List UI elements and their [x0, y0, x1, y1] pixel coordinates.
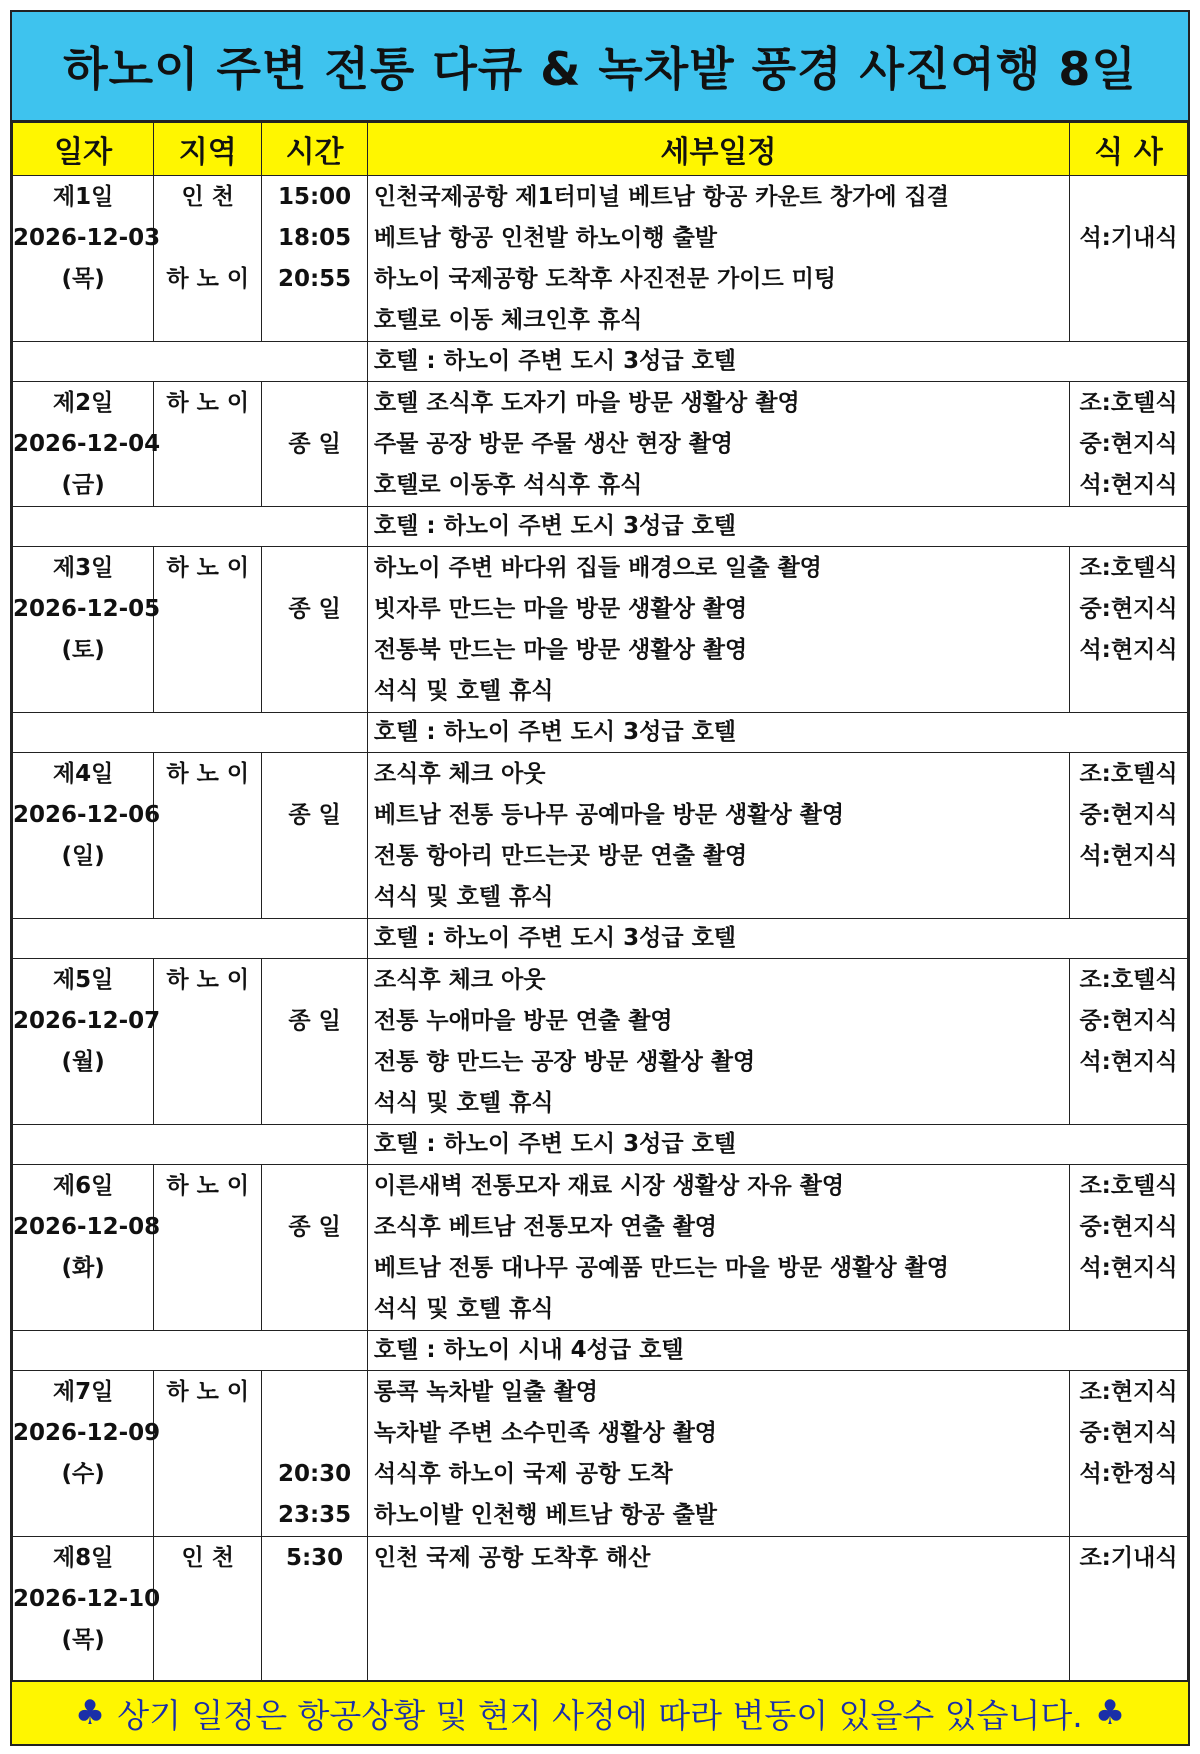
time-label	[262, 877, 367, 918]
meal-cell	[1070, 382, 1188, 507]
region-label	[154, 465, 261, 506]
region-cell	[154, 547, 262, 713]
meal-label	[1070, 671, 1187, 712]
day-cell	[13, 753, 161, 919]
detail-line: 석식후 하노이 국제 공항 도착	[373, 1461, 673, 1487]
meal-label	[1070, 1289, 1187, 1330]
detail-line: 빗자루 만드는 마을 방문 생활상 촬영	[373, 596, 748, 622]
time-label: 20:30	[277, 1461, 352, 1487]
region-label	[154, 424, 261, 465]
detail-line	[374, 1620, 1069, 1661]
meal-label: 중:현지식	[1079, 1420, 1178, 1446]
hotel-info: 호텔 : 하노이 주변 도시 3성급 호텔	[367, 713, 1187, 753]
day-day: 제3일	[52, 555, 114, 581]
detail-line: 하노이발 인천행 베트남 항공 출발	[373, 1502, 718, 1528]
detail-line: 하노이 국제공항 도착후 사진전문 가이드 미팅	[373, 266, 837, 292]
region-label	[154, 589, 261, 630]
hotel-info: 호텔 : 하노이 주변 도시 3성급 호텔	[367, 342, 1187, 382]
day-cell	[13, 382, 161, 507]
region-label	[154, 1207, 261, 1248]
detail-line: 전통북 만드는 마을 방문 생활상 촬영	[373, 637, 748, 663]
time-label: 종 일	[288, 1008, 341, 1034]
hotel-row	[13, 1331, 1188, 1371]
header-day: 일자	[13, 123, 154, 176]
day-weekday: (금)	[61, 472, 105, 498]
itinerary-body	[13, 176, 1188, 1703]
region-label	[154, 1495, 261, 1536]
detail-line: 인천 국제 공항 도착후 해산	[373, 1545, 651, 1571]
region-label: 인 천	[181, 184, 234, 210]
time-cell	[262, 547, 368, 713]
day-date: 2026-12-08	[13, 1214, 161, 1240]
meal-cell	[1070, 753, 1188, 919]
detail-line: 호텔 조식후 도자기 마을 방문 생활상 촬영	[373, 390, 800, 416]
detail-cell	[367, 176, 1069, 342]
meal-label: 중:현지식	[1079, 596, 1178, 622]
time-label: 종 일	[288, 596, 341, 622]
day-row	[13, 382, 1188, 507]
time-cell	[262, 382, 368, 507]
hotel-row	[13, 507, 1188, 547]
day-day: 제2일	[52, 390, 114, 416]
region-cell	[154, 959, 262, 1125]
region-label	[154, 218, 261, 259]
region-label: 하 노 이	[166, 1379, 250, 1405]
region-label: 인 천	[181, 1545, 234, 1571]
meal-label: 조:호텔식	[1079, 1173, 1178, 1199]
hotel-row	[13, 713, 1188, 753]
region-label: 하 노 이	[166, 1173, 250, 1199]
hotel-spacer	[13, 507, 368, 547]
time-label: 종 일	[288, 802, 341, 828]
day-cell	[13, 176, 161, 342]
time-label	[262, 383, 367, 424]
day-date: 2026-12-03	[13, 225, 161, 251]
time-label	[262, 300, 367, 341]
region-cell	[154, 1165, 262, 1331]
meal-label: 조:기내식	[1079, 1545, 1178, 1571]
meal-label	[1070, 177, 1187, 218]
detail-line: 석식 및 호텔 휴식	[373, 1090, 554, 1116]
region-label	[154, 1579, 261, 1620]
hotel-spacer	[13, 919, 368, 959]
page-title: 하노이 주변 전통 다큐 & 녹차밭 풍경 사진여행 8일	[12, 12, 1188, 122]
day-weekday: (목)	[61, 1627, 105, 1653]
hotel-info: 호텔 : 하노이 주변 도시 3성급 호텔	[367, 919, 1187, 959]
detail-line: 호텔로 이동 체크인후 휴식	[373, 307, 643, 333]
time-label	[262, 1372, 367, 1413]
detail-line: 조식후 체크 아웃	[373, 761, 546, 787]
itinerary-sheet	[10, 10, 1190, 1746]
hotel-spacer	[13, 342, 368, 382]
region-cell	[154, 382, 262, 507]
day-day: 제7일	[52, 1379, 114, 1405]
region-label	[154, 671, 261, 712]
region-label: 하 노 이	[166, 761, 250, 787]
detail-line: 조식후 체크 아웃	[373, 967, 546, 993]
detail-line: 베트남 전통 등나무 공예마을 방문 생활상 촬영	[373, 802, 845, 828]
hotel-info: 호텔 : 하노이 주변 도시 3성급 호텔	[367, 1125, 1187, 1165]
day-row	[13, 1165, 1188, 1331]
region-label	[154, 836, 261, 877]
detail-line: 베트남 항공 인천발 하노이행 출발	[373, 225, 718, 251]
detail-line: 석식 및 호텔 휴식	[373, 678, 554, 704]
day-row	[13, 547, 1188, 713]
region-label	[154, 1620, 261, 1661]
region-label	[154, 1001, 261, 1042]
meal-label: 석:한정식	[1079, 1461, 1178, 1487]
meal-cell	[1070, 547, 1188, 713]
itinerary-table	[12, 122, 1188, 1703]
day-weekday: (화)	[61, 1255, 105, 1281]
hotel-spacer	[13, 1331, 368, 1371]
hotel-spacer	[13, 713, 368, 753]
day-row	[13, 959, 1188, 1125]
time-label: 20:55	[277, 266, 352, 292]
time-label	[262, 1083, 367, 1124]
region-label: 하 노 이	[166, 555, 250, 581]
time-cell	[262, 1537, 368, 1703]
hotel-spacer	[13, 1125, 368, 1165]
meal-label	[1070, 1579, 1187, 1620]
day-weekday: (수)	[61, 1461, 105, 1487]
detail-line: 전통 향 만드는 공장 방문 생활상 촬영	[373, 1049, 756, 1075]
day-weekday: (토)	[61, 637, 105, 663]
club-icon: ♣	[74, 1693, 106, 1733]
day-weekday: (목)	[61, 266, 105, 292]
day-date: 2026-12-09	[13, 1420, 161, 1446]
detail-line: 인천국제공항 제1터미널 베트남 항공 카운트 창가에 집결	[373, 184, 949, 210]
region-label	[154, 795, 261, 836]
region-label	[154, 877, 261, 918]
region-label: 하 노 이	[166, 967, 250, 993]
region-cell	[154, 753, 262, 919]
detail-cell	[367, 382, 1069, 507]
meal-cell	[1070, 959, 1188, 1125]
meal-label	[1070, 1620, 1187, 1661]
hotel-info: 호텔 : 하노이 시내 4성급 호텔	[367, 1331, 1187, 1371]
detail-line: 베트남 전통 대나무 공예품 만드는 마을 방문 생활상 촬영	[373, 1255, 949, 1281]
time-label: 18:05	[277, 225, 352, 251]
time-cell	[262, 1165, 368, 1331]
day-day: 제1일	[52, 184, 114, 210]
meal-label: 석:현지식	[1079, 843, 1178, 869]
table-header-row	[13, 123, 1188, 176]
meal-label: 석:현지식	[1079, 472, 1178, 498]
detail-line: 녹차밭 주변 소수민족 생활상 촬영	[373, 1420, 718, 1446]
day-day: 제5일	[52, 967, 114, 993]
meal-label: 중:현지식	[1079, 1008, 1178, 1034]
day-weekday: (월)	[61, 1049, 105, 1075]
hotel-row	[13, 919, 1188, 959]
time-label: 23:35	[277, 1502, 352, 1528]
time-label	[262, 1413, 367, 1454]
region-cell	[154, 1371, 262, 1537]
day-row	[13, 176, 1188, 342]
header-detail: 세부일정	[367, 123, 1069, 176]
region-label	[154, 1248, 261, 1289]
time-label: 5:30	[285, 1545, 344, 1571]
detail-line: 조식후 베트남 전통모자 연출 촬영	[373, 1214, 718, 1240]
time-label	[262, 671, 367, 712]
day-row	[13, 1537, 1188, 1703]
detail-cell	[367, 1165, 1069, 1331]
time-label	[262, 754, 367, 795]
detail-line	[374, 1579, 1069, 1620]
day-date: 2026-12-07	[13, 1008, 161, 1034]
day-day: 제8일	[52, 1545, 114, 1571]
meal-label: 중:현지식	[1079, 1214, 1178, 1240]
time-label	[262, 1289, 367, 1330]
meal-cell	[1070, 176, 1188, 342]
day-cell	[13, 1371, 161, 1537]
time-label	[262, 960, 367, 1001]
region-cell	[154, 1537, 262, 1703]
time-label: 15:00	[277, 184, 352, 210]
detail-line: 이른새벽 전통모자 재료 시장 생활상 자유 촬영	[373, 1173, 845, 1199]
time-label	[262, 1620, 367, 1661]
time-cell	[262, 753, 368, 919]
meal-label	[1070, 1083, 1187, 1124]
day-row	[13, 753, 1188, 919]
detail-line: 하노이 주변 바다위 집들 배경으로 일출 촬영	[373, 555, 822, 581]
region-label	[154, 1454, 261, 1495]
day-date: 2026-12-06	[13, 802, 161, 828]
time-label	[262, 836, 367, 877]
time-cell	[262, 176, 368, 342]
region-label	[154, 1083, 261, 1124]
detail-line: 롱콕 녹차밭 일출 촬영	[373, 1379, 598, 1405]
day-date: 2026-12-04	[13, 431, 161, 457]
region-cell	[154, 176, 262, 342]
meal-label: 석:기내식	[1079, 225, 1178, 251]
header-meal: 식 사	[1070, 123, 1188, 176]
day-row	[13, 1371, 1188, 1537]
detail-cell	[367, 959, 1069, 1125]
time-label: 종 일	[288, 1214, 341, 1240]
detail-line: 석식 및 호텔 휴식	[373, 884, 554, 910]
day-day: 제6일	[52, 1173, 114, 1199]
region-label	[154, 1413, 261, 1454]
header-time: 시간	[262, 123, 368, 176]
meal-cell	[1070, 1371, 1188, 1537]
meal-label	[1070, 300, 1187, 341]
time-label: 종 일	[288, 431, 341, 457]
meal-cell	[1070, 1165, 1188, 1331]
region-label: 하 노 이	[166, 390, 250, 416]
meal-label	[1070, 259, 1187, 300]
meal-label: 중:현지식	[1079, 802, 1178, 828]
day-date: 2026-12-05	[13, 596, 161, 622]
region-label	[154, 300, 261, 341]
detail-cell	[367, 1371, 1069, 1537]
detail-line: 전통 항아리 만드는곳 방문 연출 촬영	[373, 843, 748, 869]
club-icon: ♣	[1094, 1693, 1126, 1733]
meal-label	[1070, 1495, 1187, 1536]
hotel-row	[13, 1125, 1188, 1165]
notice-banner	[12, 1680, 1188, 1744]
region-label	[154, 630, 261, 671]
detail-line: 석식 및 호텔 휴식	[373, 1296, 554, 1322]
meal-label: 조:현지식	[1079, 1379, 1178, 1405]
time-label	[262, 1166, 367, 1207]
time-cell	[262, 959, 368, 1125]
meal-label: 조:호텔식	[1079, 390, 1178, 416]
time-cell	[262, 1371, 368, 1537]
detail-cell	[367, 1537, 1069, 1703]
time-label	[262, 548, 367, 589]
day-cell	[13, 1537, 161, 1703]
meal-label: 조:호텔식	[1079, 555, 1178, 581]
notice-text: 상기 일정은 항공상황 및 현지 사정에 따라 변동이 있을수 있습니다.	[117, 1695, 1083, 1735]
meal-cell	[1070, 1537, 1188, 1703]
day-cell	[13, 547, 161, 713]
header-region: 지역	[154, 123, 262, 176]
time-label	[262, 465, 367, 506]
time-label	[262, 630, 367, 671]
day-cell	[13, 1165, 161, 1331]
time-label	[262, 1042, 367, 1083]
day-cell	[13, 959, 161, 1125]
hotel-info: 호텔 : 하노이 주변 도시 3성급 호텔	[367, 507, 1187, 547]
detail-line: 호텔로 이동후 석식후 휴식	[373, 472, 643, 498]
meal-label: 조:호텔식	[1079, 761, 1178, 787]
day-weekday: (일)	[61, 843, 105, 869]
region-label	[154, 1289, 261, 1330]
detail-line: 주물 공장 방문 주물 생산 현장 촬영	[373, 431, 734, 457]
time-label	[262, 1248, 367, 1289]
meal-label: 조:호텔식	[1079, 967, 1178, 993]
time-label	[262, 1579, 367, 1620]
detail-cell	[367, 547, 1069, 713]
meal-label: 중:현지식	[1079, 431, 1178, 457]
day-day: 제4일	[52, 761, 114, 787]
detail-cell	[367, 753, 1069, 919]
meal-label: 석:현지식	[1079, 1049, 1178, 1075]
region-label	[154, 1042, 261, 1083]
region-label: 하 노 이	[166, 266, 250, 292]
meal-label	[1070, 877, 1187, 918]
hotel-row	[13, 342, 1188, 382]
meal-label: 석:현지식	[1079, 1255, 1178, 1281]
day-date: 2026-12-10	[13, 1586, 161, 1612]
meal-label: 석:현지식	[1079, 637, 1178, 663]
detail-line: 전통 누애마을 방문 연출 촬영	[373, 1008, 673, 1034]
